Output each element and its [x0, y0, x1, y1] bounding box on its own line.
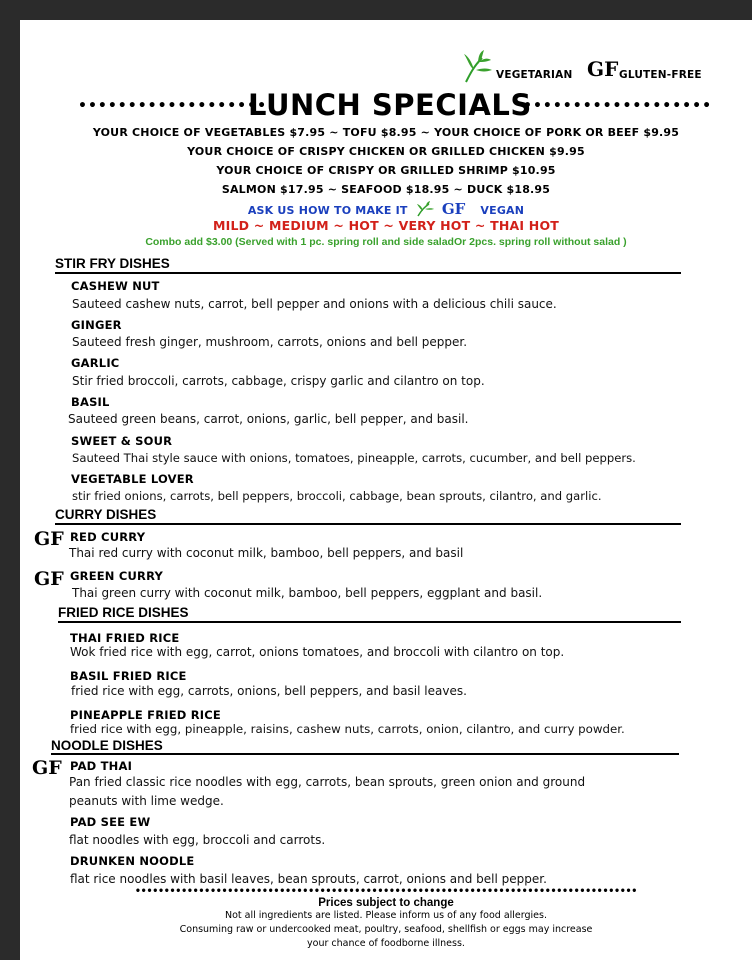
item-desc: Sauteed fresh ginger, mushroom, carrots, onions and bell pepper.	[72, 335, 468, 349]
item-name: PAD THAI	[70, 759, 133, 773]
gf-badge: GF	[32, 757, 62, 779]
item-name: GREEN CURRY	[70, 569, 164, 583]
footer-line-2: Consuming raw or undercooked meat, poultry, seafood, shellfish or eggs may increase	[179, 924, 593, 935]
section-rule-noodle	[51, 753, 679, 755]
page-title: LUNCH SPECIALS	[248, 88, 532, 122]
section-rule-fried-rice	[58, 621, 681, 623]
legend-vegetarian: VEGETARIAN	[496, 69, 573, 81]
item-desc: stir fried onions, carrots, bell peppers, broccoli, cabbage, bean sprouts, cilantro, and garlic.	[72, 489, 602, 503]
item-desc: Thai green curry with coconut milk, bamboo, bell peppers, eggplant and basil.	[72, 586, 543, 600]
ask-line	[20, 199, 752, 218]
combo-note: Combo add $3.00 (Served with 1 pc. spring roll and side saladOr 2pcs. spring roll without salad )	[145, 236, 627, 248]
price-line-4: SALMON $17.95 ~ SEAFOOD $18.95 ~ DUCK $18.95	[221, 183, 551, 196]
item-desc-continued: peanuts with lime wedge.	[69, 794, 224, 808]
item-name: PINEAPPLE FRIED RICE	[70, 708, 221, 722]
footer-dots: •••••••••••••••••••••••••••••••••••••••••••••••••••••••••••••••••••••••••••••••••••••••	[134, 886, 638, 897]
section-rule-stir-fry	[55, 272, 681, 274]
footer-title: Prices subject to change	[318, 897, 454, 909]
item-name: PAD SEE EW	[70, 815, 151, 829]
item-desc: Stir fried broccoli, carrots, cabbage, crispy garlic and cilantro on top.	[72, 374, 485, 388]
section-title-curry: CURRY DISHES	[55, 507, 157, 522]
item-name: THAI FRIED RICE	[70, 631, 180, 645]
item-desc: flat rice noodles with basil leaves, bean sprouts, carrot, onions and bell pepper.	[70, 872, 547, 886]
item-name: VEGETABLE LOVER	[71, 472, 194, 486]
menu-sheet	[20, 20, 752, 960]
ask-text: ASK US HOW TO MAKE IT	[247, 204, 408, 217]
ask-gf-mark: GF	[441, 200, 466, 218]
legend-gf-mark: GF	[587, 57, 619, 81]
item-name: CASHEW NUT	[71, 279, 160, 293]
gf-badge: GF	[34, 568, 64, 590]
footer-line-3: your chance of foodborne illness.	[307, 938, 465, 949]
section-title-stir-fry: STIR FRY DISHES	[55, 256, 170, 271]
item-name: SWEET & SOUR	[71, 434, 173, 448]
item-desc: Sauteed green beans, carrot, onions, garlic, bell pepper, and basil.	[68, 412, 469, 426]
item-name: GINGER	[71, 318, 122, 332]
item-desc: Sauteed cashew nuts, carrot, bell pepper and onions with a delicious chili sauce.	[72, 297, 557, 311]
price-line-2: YOUR CHOICE OF CRISPY CHICKEN OR GRILLED CHICKEN $9.95	[187, 145, 585, 158]
item-name: RED CURRY	[70, 530, 146, 544]
legend-gluten-free: GLUTEN-FREE	[619, 69, 702, 81]
item-name: BASIL FRIED RICE	[70, 669, 187, 683]
item-name: DRUNKEN NOODLE	[70, 854, 195, 868]
footer-line-1: Not all ingredients are listed. Please inform us of any food allergies.	[224, 910, 547, 921]
item-desc: Sauteed Thai style sauce with onions, tomatoes, pineapple, carrots, cucumber, and bell peppers.	[72, 451, 636, 465]
item-desc: Wok fried rice with egg, carrot, onions tomatoes, and broccoli with cilantro on top.	[70, 645, 565, 659]
section-rule-curry	[55, 523, 681, 525]
item-name: BASIL	[71, 395, 110, 409]
title-dots-right: •••••••••••••••••••	[523, 98, 713, 114]
gf-badge: GF	[34, 528, 64, 550]
item-desc: fried rice with egg, pineapple, raisins, cashew nuts, carrots, onion, cilantro, and curry powder.	[70, 722, 625, 736]
item-name: GARLIC	[71, 356, 120, 370]
title-dots-left: •••••••••••••••••••	[78, 98, 268, 114]
small-leaf-icon	[415, 201, 435, 217]
section-title-fried-rice: FRIED RICE DISHES	[58, 605, 189, 620]
item-desc: Pan fried classic rice noodles with egg, carrots, bean sprouts, green onion and ground	[69, 775, 586, 789]
price-line-3: YOUR CHOICE OF CRISPY OR GRILLED SHRIMP $10.95	[216, 164, 556, 177]
item-desc: fried rice with egg, carrots, onions, bell peppers, and basil leaves.	[71, 684, 467, 698]
leaf-icon	[460, 48, 494, 84]
price-line-1: YOUR CHOICE OF VEGETABLES $7.95 ~ TOFU $8.95 ~ YOUR CHOICE OF PORK OR BEEF $9.95	[92, 126, 680, 139]
section-title-noodle: NOODLE DISHES	[51, 738, 163, 753]
item-desc: Thai red curry with coconut milk, bamboo, bell peppers, and basil	[69, 546, 464, 560]
ask-vegan: VEGAN	[480, 204, 525, 217]
item-desc: flat noodles with egg, broccoli and carrots.	[69, 833, 326, 847]
spice-levels: MILD ~ MEDIUM ~ HOT ~ VERY HOT ~ THAI HOT	[213, 218, 559, 233]
